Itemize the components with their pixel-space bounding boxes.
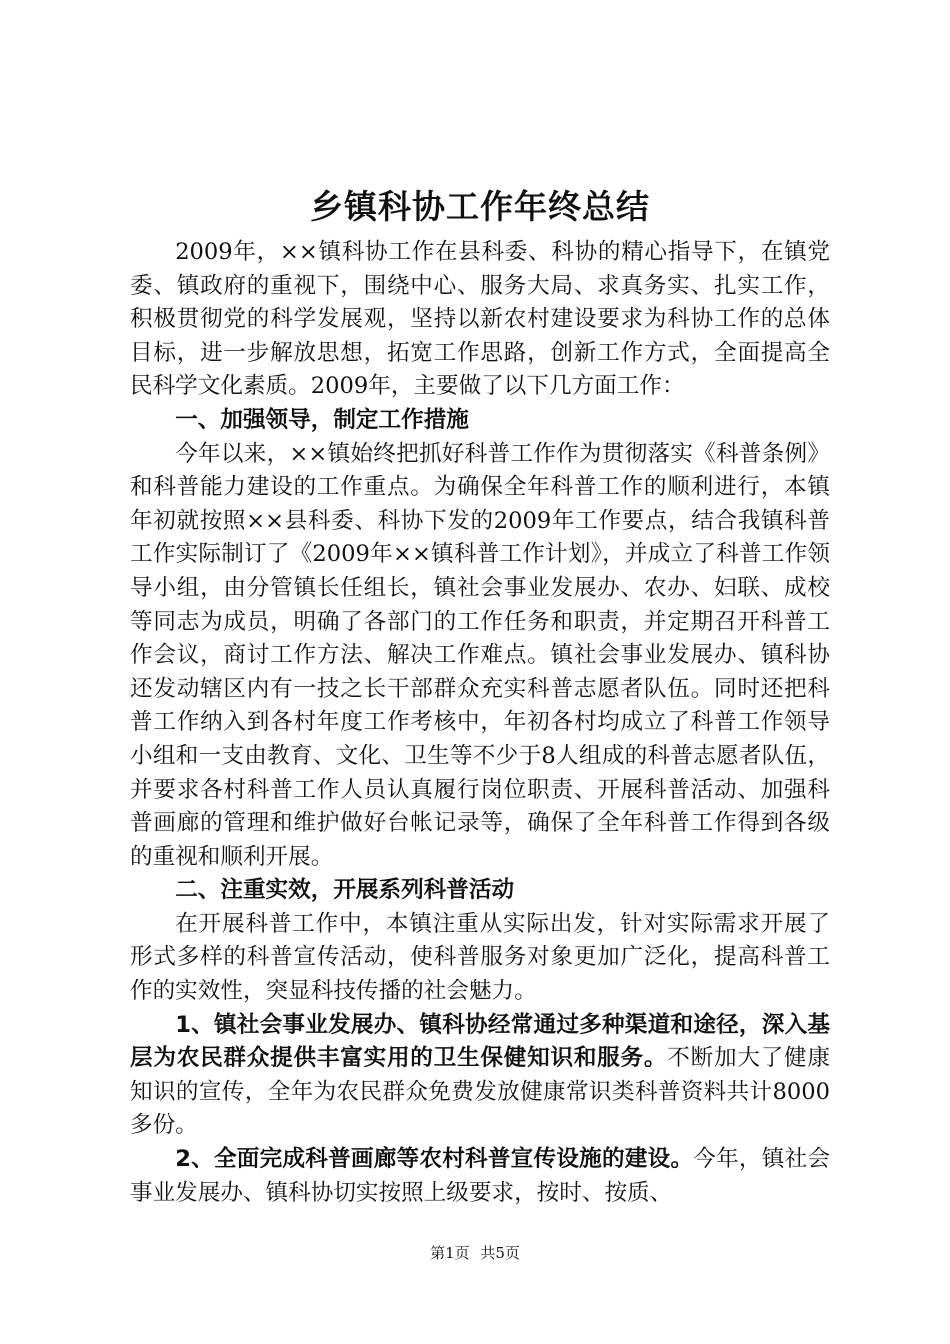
document-title: 乡镇科协工作年终总结 xyxy=(310,187,650,226)
page-footer xyxy=(0,1243,950,1263)
page-number: 第1页 xyxy=(430,1244,470,1262)
page-total: 共5页 xyxy=(480,1244,520,1262)
section-2-body: 在开展科普工作中，本镇注重从实际出发，针对实际需求开展了形式多样的科普宣传活动，使科普服务对象更加广泛化，提高科普工作的实效性，突显科技传播的社会魅力。 xyxy=(130,910,830,1005)
item-2-lead: 2、全面完成科普画廊等农村科普宣传设施的建设。 xyxy=(175,1146,694,1173)
item-1-lead: 1、镇社会事业发展办、镇科协经常通过多种渠道和途径，深入基层为农民群众提供丰富实用的卫生保健知识和服务。 xyxy=(130,1011,830,1072)
item-1-body: 不断加大了健康知识的宣传，全年为农民群众免费发放健康常识类科普资料共计8000多份。 xyxy=(130,1045,831,1139)
document-page xyxy=(130,182,830,1210)
section-2-heading: 二、注重实效，开展系列科普活动 xyxy=(175,877,515,904)
section-1-body: 今年以来，××镇始终把抓好科普工作作为贯彻落实《科普条例》和科普能力建设的工作重点。为确保全年科普工作的顺利进行，本镇年初就按照××县科委、科协下发的2009年工作要点，结合我镇科普工作实际制订了《2009年××镇科普工作计划》，并成立了科普工作领导小组，由分管镇长任组长，镇社会事业发展办、农办、妇联、成校等同志为成员，明确了各部门的工作任务和职责，并定期召开科普工作会议，商讨工作方法、解决工作难点。镇社会事业发展办、镇科协还发动辖区内有一技之长干部群众充实科普志愿者队伍。同时还把科普工作纳入到各村年度工作考核中，年初各村均成立了科普工作领导小组和一支由教育、文化、卫生等不少于8人组成的科普志愿者队伍，并要求各村科普工作人员认真履行岗位职责、开展科普活动、加强科普画廊的管理和维护做好台帐记录等，确保了全年科普工作得到各级的重视和顺利开展。 xyxy=(130,440,830,870)
item-2-paragraph xyxy=(130,1143,830,1210)
section-1-heading: 一、加强领导，制定工作措施 xyxy=(175,406,469,433)
intro-paragraph: 2009年，××镇科协工作在县科委、科协的精心指导下，在镇党委、镇政府的重视下，围绕中心、服务大局、求真务实、扎实工作，积极贯彻党的科学发展观，坚持以新农村建设要求为科协工作的总体目标，进一步解放思想，拓宽工作思路，创新工作方式，全面提高全民科学文化素质。2009年，主要做了以下几方面工作： xyxy=(130,239,830,400)
item-2-body: 今年，镇社会事业发展办、镇科协切实按照上级要求，按时、按质、 xyxy=(130,1146,830,1206)
item-1-paragraph xyxy=(130,1009,830,1143)
